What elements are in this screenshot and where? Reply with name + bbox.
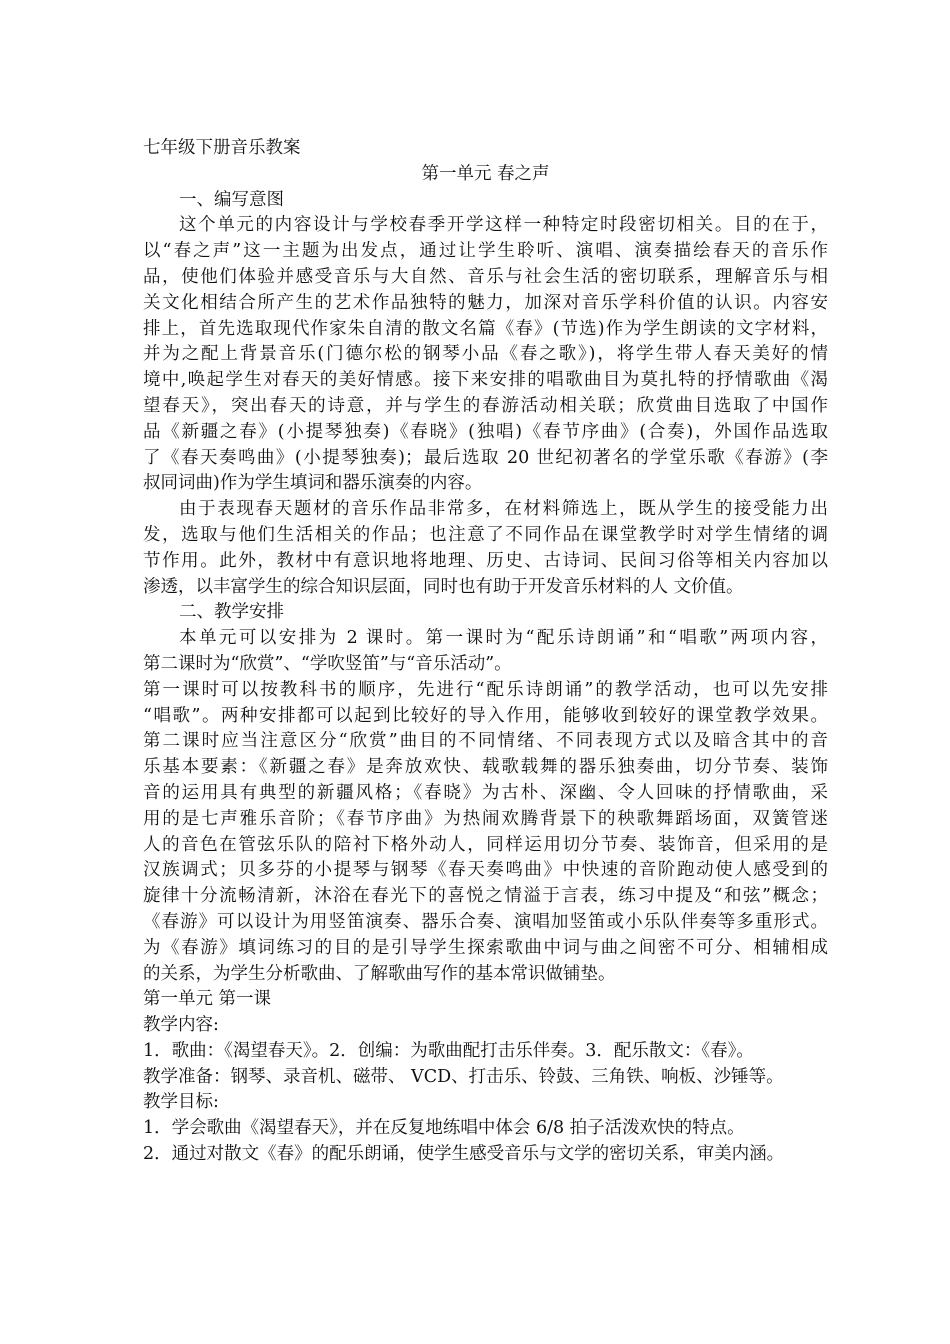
goal-label: 教学目标: (143, 1092, 219, 1113)
section-heading-arrangement: 二、教学安排 (179, 602, 284, 623)
paragraph-line: 旋律十分流畅清新，沐浴在春光下的喜悦之情溢于言表，练习中提及“和弦”概念； (143, 886, 828, 907)
document-page (143, 136, 828, 1168)
paragraph-line: 人的音色在管弦乐队的陪衬下格外动人，同样运用切分节奏、装饰音，但采用的是 (143, 834, 828, 855)
paragraph-line: 境中,唤起学生对春天的美好情感。接下来安排的唱歌曲目为莫扎特的抒情歌曲《渴 (143, 370, 828, 391)
goal-item-1: 1．学会歌曲《渴望春天》，并在反复地练唱中体会 6/8 拍子活泼欢快的特点。 (143, 1118, 745, 1139)
goal-item-2: 2．通过对散文《春》的配乐朗诵，使学生感受音乐与文学的密切关系，审美内涵。 (143, 1144, 785, 1165)
paragraph-line: 以“春之声”这一主题为出发点，通过让学生聆听、演唱、演奏描绘春天的音乐作 (143, 241, 828, 262)
paragraph-line: 叔同词曲)作为学生填词和器乐演奏的内容。 (143, 473, 483, 494)
paragraph-arrangement (143, 626, 828, 678)
content-label: 教学内容: (143, 1015, 219, 1036)
paragraph-line: 渗透，以丰富学生的综合知识层面，同时也有助于开发音乐材料的人 文价值。 (143, 576, 744, 597)
preparation-line: 教学准备：钢琴、录音机、磁带、 VCD、打击乐、铃鼓、三角铁、响板、沙锤等。 (143, 1066, 784, 1087)
paragraph-line: 这个单元的内容设计与学校春季开学这样一种特定时段密切相关。目的在于， (179, 215, 828, 236)
paragraph-line: 节作用。此外，教材中有意识地将地理、历史、古诗词、民间习俗等相关内容加以 (143, 550, 828, 571)
paragraph-line: 品《新疆之春》(小提琴独奏)《春晓》(独唱)《春节序曲》(合奏)，外国作品选取 (143, 421, 828, 442)
paragraph-line: 由于表现春天题材的音乐作品非常多，在材料筛选上，既从学生的接受能力出 (179, 499, 828, 520)
paragraph-intent (143, 213, 828, 497)
paragraph-line: 第二课时为“欣赏”、“学吹竖笛”与“音乐活动”。 (143, 653, 512, 674)
paragraph-line: 第一课时可以按教科书的顺序，先进行“配乐诗朗诵”的教学活动，也可以先安排 (143, 679, 828, 700)
doc-title: 七年级下册音乐教案 (143, 138, 301, 158)
paragraph-line: 第二课时应当注意区分“欣赏”曲目的不同情绪、不同表现方式以及暗含其中的音 (143, 731, 828, 752)
paragraph-line: 汉族调式；贝多芬的小提琴与钢琴《春天奏鸣曲》中快速的音阶跑动使人感受到的 (143, 860, 828, 881)
section-heading-intent: 一、编写意图 (179, 189, 284, 210)
paragraph-lesson-detail (143, 678, 828, 988)
paragraph-line: 音的运用具有典型的新疆风格；《春晓》为古朴、深幽、令人回味的抒情歌曲，采 (143, 782, 828, 803)
paragraph-line: 排上，首先选取现代作家朱自清的散文名篇《春》(节选)作为学生朗读的文字材料， (143, 318, 828, 339)
paragraph-line: 品，使他们体验并感受音乐与大自然、音乐与社会生活的密切联系，理解音乐与相 (143, 266, 828, 287)
paragraph-line: 《春游》可以设计为用竖笛演奏、器乐合奏、演唱加竖笛或小乐队伴奏等多重形式。 (143, 911, 828, 932)
paragraph-line: 为《春游》填词练习的目的是引导学生探索歌曲中词与曲之间密不可分、相辅相成 (143, 937, 828, 958)
lesson-title: 第一单元 第一课 (143, 989, 272, 1010)
paragraph-line: 乐基本要素：《新疆之春》是奔放欢快、载歌载舞的器乐独奏曲，切分节奏、装饰 (143, 757, 828, 778)
paragraph-line: 用的是七声雅乐音阶；《春节序曲》为热闹欢腾背景下的秧歌舞蹈场面，双簧管迷 (143, 808, 828, 829)
paragraph-line: 本单元可以安排为 2 课时。第一课时为“配乐诗朗诵”和“唱歌”两项内容， (179, 628, 828, 649)
paragraph-line: 发，选取与他们生活相关的作品；也注意了不同作品在课堂教学时对学生情绪的调 (143, 524, 828, 545)
paragraph-line: 了《春天奏鸣曲》(小提琴独奏)；最后选取 20 世纪初著名的学堂乐歌《春游》(李 (143, 447, 828, 468)
paragraph-line: 的关系，为学生分析歌曲、了解歌曲写作的基本常识做铺垫。 (143, 963, 616, 984)
paragraph-line: 望春天》，突出春天的诗意，并与学生的春游活动相关联；欣赏曲目选取了中国作 (143, 395, 828, 416)
content-line: 1．歌曲：《渴望春天》。2．创编：为歌曲配打击乐伴奏。3．配乐散文：《春》。 (143, 1040, 754, 1061)
paragraph-line: 关文化相结合所产生的艺术作品独特的魅力，加深对音乐学科价值的认识。内容安 (143, 292, 828, 313)
paragraph-line: “唱歌”。两种安排都可以起到比较好的导入作用，能够收到较好的课堂教学效果。 (143, 705, 828, 726)
unit-title: 第一单元 春之声 (421, 163, 550, 184)
paragraph-materials (143, 497, 828, 600)
paragraph-line: 并为之配上背景音乐(门德尔松的钢琴小品《春之歌》)，将学生带人春天美好的情 (143, 344, 828, 365)
